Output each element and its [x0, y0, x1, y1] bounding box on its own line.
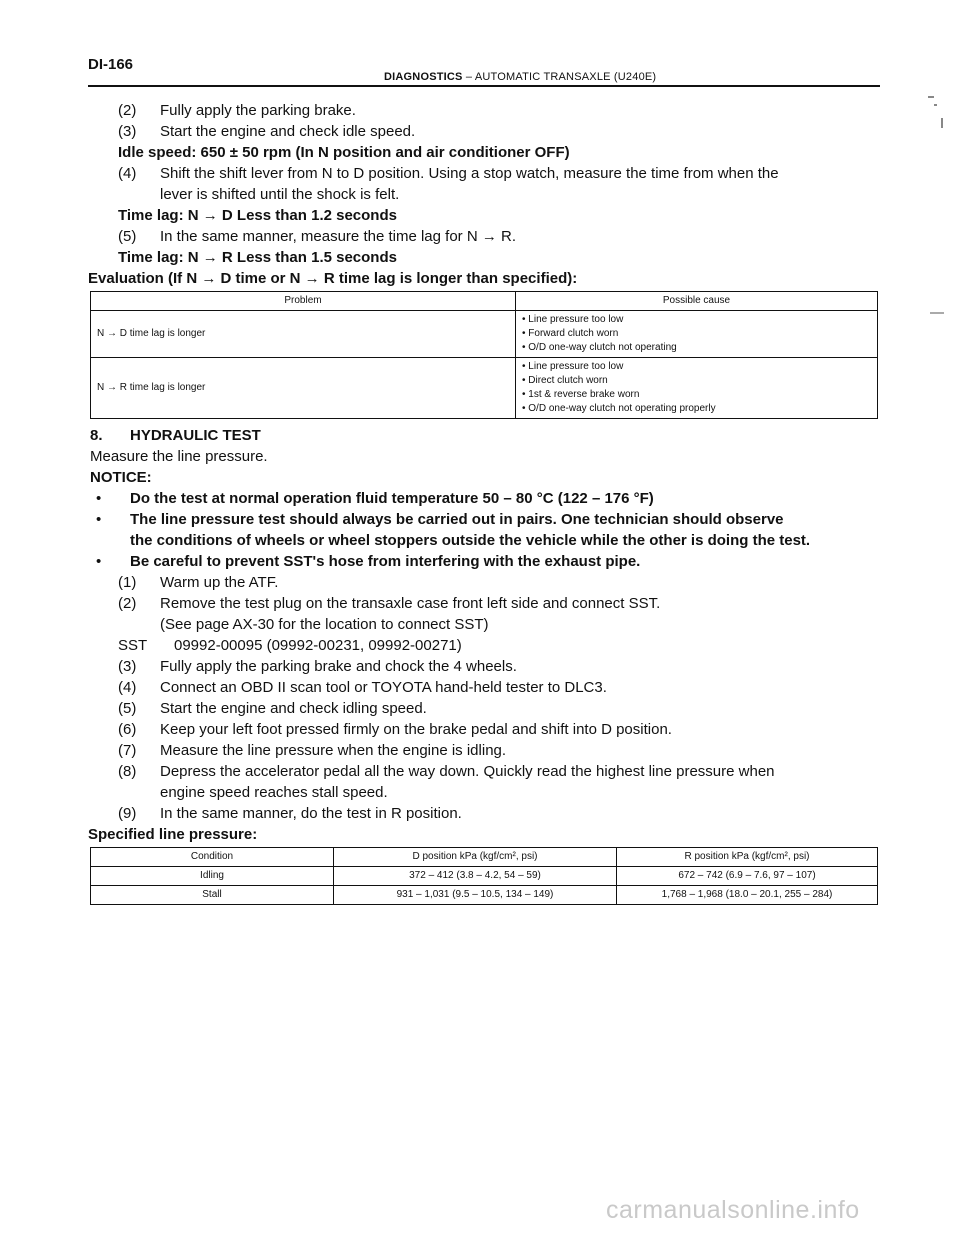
- step-number: (2): [118, 595, 137, 612]
- section-heading: [90, 425, 882, 446]
- step-number: (5): [118, 700, 137, 717]
- table-cell: 672 – 742 (6.9 – 7.6, 97 – 107): [617, 867, 878, 886]
- step-text: Measure the line pressure when the engine is idling.: [160, 742, 507, 759]
- header-dash: –: [465, 71, 473, 83]
- page-number: DI-166: [88, 56, 134, 73]
- cause-cell: [516, 358, 878, 419]
- notice-label: NOTICE:: [90, 469, 152, 486]
- notice-text: Be careful to prevent SST's hose from interfering with the exhaust pipe.: [130, 553, 641, 570]
- step-item: [90, 121, 882, 142]
- step-text: Remove the test plug on the transaxle case front left side and connect SST.: [160, 595, 661, 612]
- step-text: In the same manner, measure the time lag for N → R.: [160, 228, 516, 245]
- step-number: (6): [118, 721, 137, 738]
- step-number: (3): [118, 123, 137, 140]
- page-content: [90, 100, 882, 911]
- table-cell: 372 – 412 (3.8 – 4.2, 54 – 59): [334, 867, 617, 886]
- table-row: [91, 358, 878, 419]
- bullet: •: [96, 553, 102, 570]
- table-header-row: [91, 848, 878, 867]
- problem-cell: N → D time lag is longer: [91, 311, 516, 358]
- bullet: •: [96, 511, 102, 528]
- step-text: Depress the accelerator pedal all the way down. Quickly read the highest line pressure when: [160, 763, 775, 780]
- step-text: Connect an OBD II scan tool or TOYOTA hand-held tester to DLC3.: [160, 679, 607, 696]
- table-cell: Idling: [91, 867, 334, 886]
- column-header: Condition: [91, 848, 334, 867]
- step-item: [90, 698, 882, 719]
- step-item: [90, 761, 882, 782]
- notice-item: [90, 509, 882, 530]
- table-cell: 1,768 – 1,968 (18.0 – 20.1, 255 – 284): [617, 886, 878, 905]
- table-cell: Stall: [91, 886, 334, 905]
- step-number: (3): [118, 658, 137, 675]
- notice-text: Do the test at normal operation fluid temperature 50 – 80 °C (122 – 176 °F): [130, 490, 654, 507]
- column-header: R position kPa (kgf/cm², psi): [617, 848, 878, 867]
- section-title: HYDRAULIC TEST: [130, 427, 261, 444]
- see-page-note: (See page AX-30 for the location to connect SST): [160, 616, 489, 633]
- cause-item: • O/D one-way clutch not operating properly: [522, 403, 716, 414]
- column-header: Possible cause: [516, 292, 878, 311]
- cause-item: • O/D one-way clutch not operating: [522, 342, 677, 353]
- notice-item-continued: [90, 530, 882, 551]
- cause-item: • 1st & reverse brake worn: [522, 389, 640, 400]
- idle-speed-spec: Idle speed: 650 ± 50 rpm (In N position and air conditioner OFF): [118, 144, 570, 161]
- step-item: [90, 593, 882, 614]
- step-number: (1): [118, 574, 137, 591]
- table-row: [91, 886, 878, 905]
- step-text-continued: engine speed reaches stall speed.: [160, 784, 388, 801]
- notice-item: [90, 488, 882, 509]
- step-item: [90, 803, 882, 824]
- table-row: [91, 311, 878, 358]
- step-number: (5): [118, 228, 137, 245]
- notice-item: [90, 551, 882, 572]
- column-header: D position kPa (kgf/cm², psi): [334, 848, 617, 867]
- cause-item: • Forward clutch worn: [522, 328, 619, 339]
- step-item: [90, 740, 882, 761]
- sst-label: SST: [118, 637, 148, 654]
- step-item: [90, 572, 882, 593]
- step-text-continued: lever is shifted until the shock is felt.: [160, 186, 400, 203]
- cause-item: • Line pressure too low: [522, 361, 624, 372]
- step-number: (2): [118, 102, 137, 119]
- line-pressure-table: [90, 847, 878, 905]
- measure-text: Measure the line pressure.: [90, 448, 268, 465]
- notice-text: The line pressure test should always be carried out in pairs. One technician should observe: [130, 511, 784, 528]
- step-item: [90, 100, 882, 121]
- step-number: (4): [118, 679, 137, 696]
- step-item: [90, 226, 882, 247]
- table-cell: 931 – 1,031 (9.5 – 10.5, 134 – 149): [334, 886, 617, 905]
- header-section: DIAGNOSTICS: [384, 71, 463, 83]
- notice-text: the conditions of wheels or wheel stoppers outside the vehicle while the other is doing the test.: [130, 532, 811, 549]
- header-rule: [88, 85, 880, 87]
- step-text: Start the engine and check idle speed.: [160, 123, 416, 140]
- evaluation-table: [90, 291, 878, 419]
- step-item: [90, 656, 882, 677]
- step-number: (9): [118, 805, 137, 822]
- step-text: Keep your left foot pressed firmly on the brake pedal and shift into D position.: [160, 721, 672, 738]
- step-item: [90, 163, 882, 184]
- scan-artifact: [941, 118, 943, 128]
- step-item: [90, 719, 882, 740]
- step-text: Start the engine and check idling speed.: [160, 700, 427, 717]
- table-row: [91, 867, 878, 886]
- step-number: (8): [118, 763, 137, 780]
- cause-item: • Direct clutch worn: [522, 375, 608, 386]
- step-text: Fully apply the parking brake.: [160, 102, 356, 119]
- section-number: 8.: [90, 427, 103, 444]
- cause-item: • Line pressure too low: [522, 314, 624, 325]
- specified-pressure-heading: Specified line pressure:: [88, 826, 258, 843]
- step-number: (4): [118, 165, 137, 182]
- watermark: carmanualsonline.info: [606, 1196, 860, 1224]
- table-header-row: [91, 292, 878, 311]
- sst-line: [90, 635, 882, 656]
- step-text: Shift the shift lever from N to D position. Using a stop watch, measure the time from when the: [160, 165, 779, 182]
- time-lag-nr-spec: Time lag: N → R Less than 1.5 seconds: [118, 249, 397, 266]
- running-header: [384, 71, 656, 83]
- column-header: Problem: [91, 292, 516, 311]
- evaluation-heading: Evaluation (If N → D time or N → R time lag is longer than specified):: [88, 270, 578, 287]
- scan-artifact: [930, 312, 944, 314]
- scan-artifact: [934, 104, 937, 106]
- step-text: Fully apply the parking brake and chock the 4 wheels.: [160, 658, 517, 675]
- step-item: [90, 677, 882, 698]
- step-number: (7): [118, 742, 137, 759]
- sst-value: 09992-00095 (09992-00231, 09992-00271): [174, 637, 462, 654]
- step-text: In the same manner, do the test in R position.: [160, 805, 462, 822]
- bullet: •: [96, 490, 102, 507]
- step-text: Warm up the ATF.: [160, 574, 279, 591]
- header-subject: AUTOMATIC TRANSAXLE (U240E): [474, 71, 657, 83]
- time-lag-nd-spec: Time lag: N → D Less than 1.2 seconds: [118, 207, 397, 224]
- scan-artifact: [928, 96, 934, 98]
- problem-cell: N → R time lag is longer: [91, 358, 516, 419]
- cause-cell: [516, 311, 878, 358]
